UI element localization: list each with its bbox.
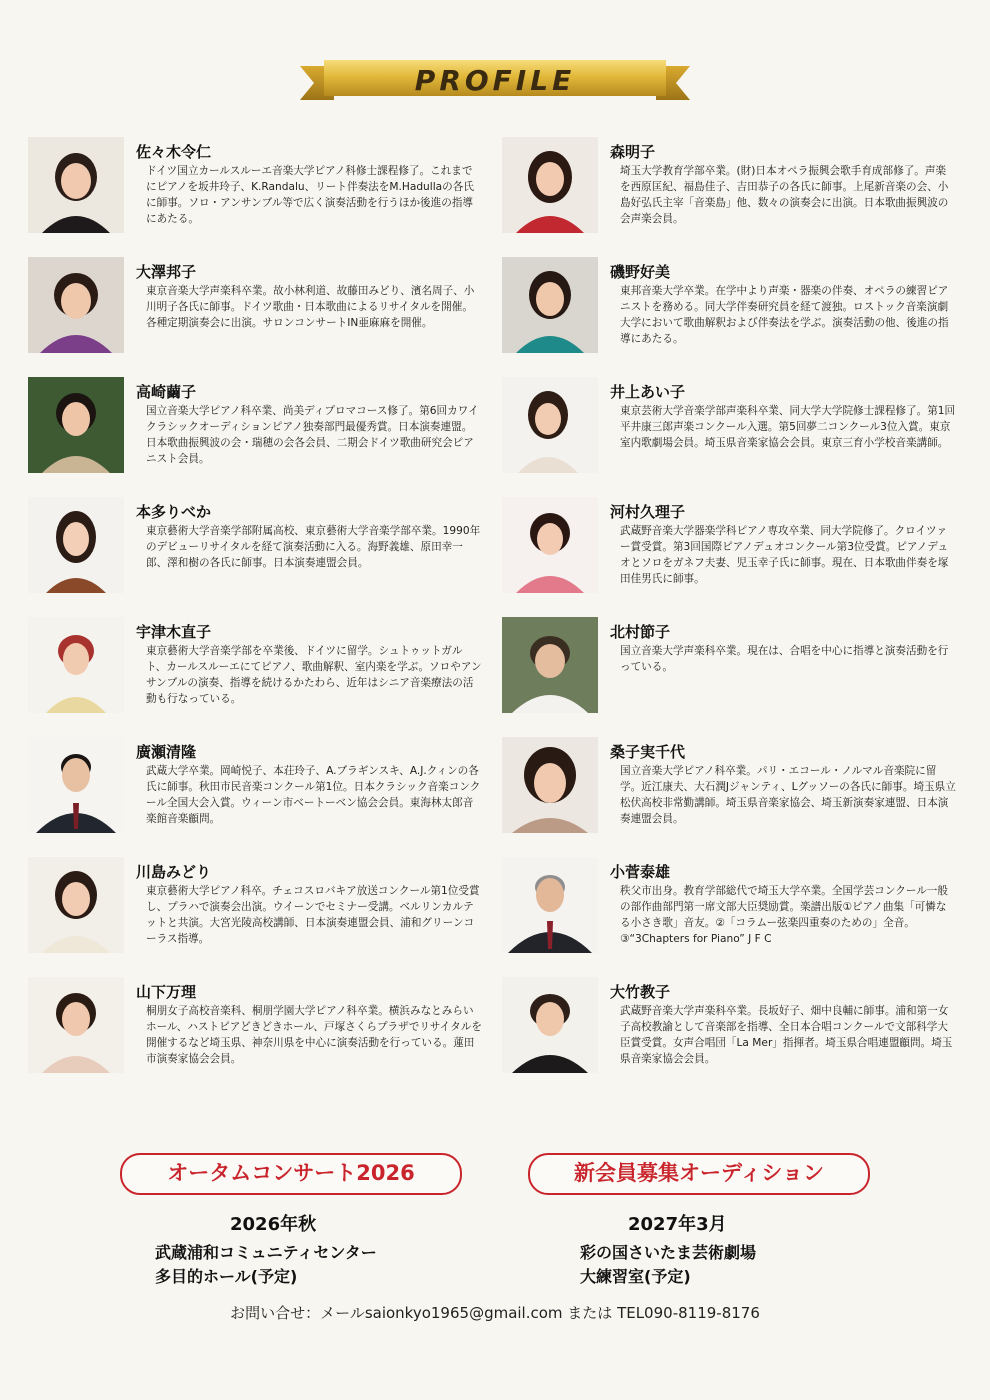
portrait-photo (502, 377, 598, 473)
portrait-photo (502, 497, 598, 593)
page-title: PROFILE (414, 64, 576, 97)
portrait-photo (502, 737, 598, 833)
contact-info: お問い合せ：メールsaionkyo1965@gmail.com または TEL090-8119-8176 (230, 1304, 760, 1322)
profile-bio: 東京藝術大学音楽学部附属高校、東京藝術大学音楽学部卒業。1990年のデビューリサイタルを経て演奏活動に入る。海野義雄、原田幸一郎、澤和樹の各氏に師事。日本演奏連盟会員。 (146, 525, 481, 569)
profile-bio: 桐朋女子高校音楽科、桐朋学園大学ピアノ科卒業。横浜みなとみらいホール、ハストピアどきどきホール、戸塚さくらプラザでリサイタルを開催するなど埼玉県、神奈川県を中心に演奏活動を行っている。蓮田市演奏家協会会員。 (146, 1005, 482, 1065)
event-title-badge: オータムコンサート2026 (120, 1153, 462, 1195)
profile-card (28, 977, 488, 1087)
profile-name: 山下万理 (136, 983, 197, 1001)
profile-card (502, 737, 962, 847)
event-venue: 彩の国さいたま芸術劇場 (580, 1243, 757, 1262)
profile-bio: 国立音楽大学ピアノ科卒業、尚美ディプロマコース修了。第6回カワイクラシックオーディションピアノ独奏部門最優秀賞。日本演奏連盟。日本歌曲振興波の会・瑞穂の会各会員、二期会ドイツ歌曲研究会ピアニスト会員。 (146, 405, 479, 465)
profile-card (28, 497, 488, 607)
profile-name: 大澤邦子 (136, 263, 197, 281)
profile-bio: 東京音楽大学声楽科卒業。故小林利道、故藤田みどり、濱名周子、小川明子各氏に師事。ドイツ歌曲・日本歌曲によるリサイタルを開催。各種定期演奏会に出演。サロンコンサートIN亜麻麻を開催。 (146, 285, 475, 329)
profile-name: 本多りべか (136, 503, 212, 521)
profile-name: 佐々木令仁 (136, 143, 212, 161)
profile-ribbon (300, 56, 690, 108)
profile-name: 桑子実千代 (610, 743, 686, 761)
profile-bio: 東京藝術大学音楽学部を卒業後、ドイツに留学。シュトゥットガルト、カールスルーエにてピアノ、歌曲解釈、室内楽を学ぶ。ソロやアンサンブルの演奏、指導を続けるかたわら、近年はシニア音楽療法の活動も行なっている。 (146, 645, 482, 705)
profile-bio: 東京芸術大学音楽学部声楽科卒業、同大学大学院修士課程修了。第1回平井康三郎声楽コンクール入選。第5回夢二コンクール3位入賞。東京室内歌劇場会員。埼玉県音楽家協会会員。東京三育小学校音楽講師。 (620, 405, 956, 449)
profile-bio: 武蔵大学卒業。岡崎悦子、本荘玲子、A.ブラギンスキ、A.J.クィンの各氏に師事。秋田市民音楽コンクール第1位。日本クラシック音楽コンクール全国大会入賞。ウィーン市ベートーベン協会会員。東海林太郎音楽館音楽顧問。 (146, 765, 481, 825)
profile-card (28, 737, 488, 847)
profile-card (502, 137, 962, 247)
profile-bio: 国立音楽大学ピアノ科卒業。パリ・エコール・ノルマル音楽院に留学。近江康夫、大石潤Jジャンティ、Lグッソーの各氏に師事。埼玉県立松伏高校非常勤講師。埼玉県音楽家協会、埼玉新演奏家連盟、日本演奏連盟会員。 (620, 765, 956, 825)
portrait-photo (28, 137, 124, 233)
profile-name: 小菅泰雄 (610, 863, 671, 881)
profile-name: 井上あい子 (610, 383, 686, 401)
profile-card (28, 257, 488, 367)
profile-card (502, 977, 962, 1087)
portrait-photo (502, 257, 598, 353)
profile-card (28, 857, 488, 967)
profile-bio: 東邦音楽大学卒業。在学中より声楽・器楽の伴奏、オペラの練習ピアニストを務める。同大学伴奏研究員を経て渡独。ロストック音楽演劇大学において歌曲解釈および伴奏法を学ぶ。演奏活動の他、後進の指導にあたる。 (620, 285, 949, 345)
profile-name: 川島みどり (136, 863, 212, 881)
profile-card (28, 377, 488, 487)
event-date: 2026年秋 (230, 1214, 317, 1235)
profile-card (502, 497, 962, 607)
profile-name: 河村久理子 (610, 503, 686, 521)
profile-bio: ドイツ国立カールスルーエ音楽大学ピアノ科修士課程修了。これまでにピアノを坂井玲子、K.Randalu、リート伴奏法をM.Hadullaの各氏に師事。ソロ・アンサンブル等で広く演奏活動を行うほか後進の指導にあたる。 (146, 165, 474, 225)
profile-name: 宇津木直子 (136, 623, 212, 641)
profile-name: 森明子 (610, 143, 656, 161)
portrait-photo (502, 857, 598, 953)
event-venue: 武蔵浦和コミュニティセンター (155, 1243, 377, 1262)
profile-name: 北村節子 (610, 623, 671, 641)
event-venue-room: 大練習室(予定) (580, 1267, 691, 1286)
profile-bio: 国立音楽大学声楽科卒業。現在は、合唱を中心に指導と演奏活動を行っている。 (620, 645, 949, 673)
portrait-photo (28, 737, 124, 833)
profile-name: 磯野好美 (610, 263, 671, 281)
profile-bio: 武蔵野音楽大学器楽学科ピアノ専攻卒業、同大学院修了。クロイツァー賞受賞。第3回国際ピアノデュオコンクール第3位受賞。ピアノデュオとソロをガネフ夫妻、児玉幸子氏に師事。現在、日本歌曲伴奏を塚田佳男氏に師事。 (620, 525, 949, 585)
portrait-photo (28, 857, 124, 953)
profile-bio: 埼玉大学教育学部卒業。(財)日本オペラ振興会歌手育成部修了。声楽を西原匡紀、福島佳子、吉田恭子の各氏に師事。上尾新音楽の会、小島好弘氏主宰「音楽島」他、数々の演奏会に出演。日本歌曲振興波の会声楽会員。 (620, 165, 949, 225)
portrait-photo (502, 617, 598, 713)
profile-card (28, 137, 488, 247)
portrait-photo (502, 977, 598, 1073)
profile-card (502, 857, 962, 967)
profile-name: 大竹教子 (610, 983, 671, 1001)
event-venue-room: 多目的ホール(予定) (155, 1267, 298, 1286)
portrait-photo (28, 617, 124, 713)
event-title-badge: 新会員募集オーディション (528, 1153, 870, 1195)
portrait-photo (28, 377, 124, 473)
profile-bio: 武蔵野音楽大学声楽科卒業。長坂好子、畑中良輔に師事。浦和第一女子高校教諭として音楽部を指導、全日本合唱コンクールで文部科学大臣賞受賞。女声合唱団「La Mer」指揮者。埼玉県合唱連盟顧問。埼玉県音楽家協会会員。 (620, 1005, 953, 1065)
profile-card (502, 257, 962, 367)
portrait-photo (28, 257, 124, 353)
profile-bio: 秩父市出身。教育学部総代で埼玉大学卒業。全国学芸コンクール一般の部作曲部門第一席文部大臣奨励賞。楽譜出版①ピアノ曲集「可憐なる小さき歌」音友。②「コラムー弦楽四重奏のための」全音。③“3Chapters for Piano” J F C (620, 885, 948, 945)
portrait-photo (502, 137, 598, 233)
profile-card (28, 617, 488, 727)
profile-name: 高崎繭子 (136, 383, 197, 401)
profile-bio: 東京藝術大学ピアノ科卒。チェコスロバキア放送コンクール第1位受賞し、プラハで演奏会出演。ウイーンでセミナー受講。ベルリンカルテットと共演。大宮光陵高校講師、日本演奏連盟会員、浦和グリーンコーラス指導。 (146, 885, 480, 945)
profile-card (502, 377, 962, 487)
event-date: 2027年3月 (628, 1214, 727, 1235)
portrait-photo (28, 977, 124, 1073)
profile-name: 廣瀬清隆 (136, 743, 197, 761)
portrait-photo (28, 497, 124, 593)
profile-card (502, 617, 962, 727)
